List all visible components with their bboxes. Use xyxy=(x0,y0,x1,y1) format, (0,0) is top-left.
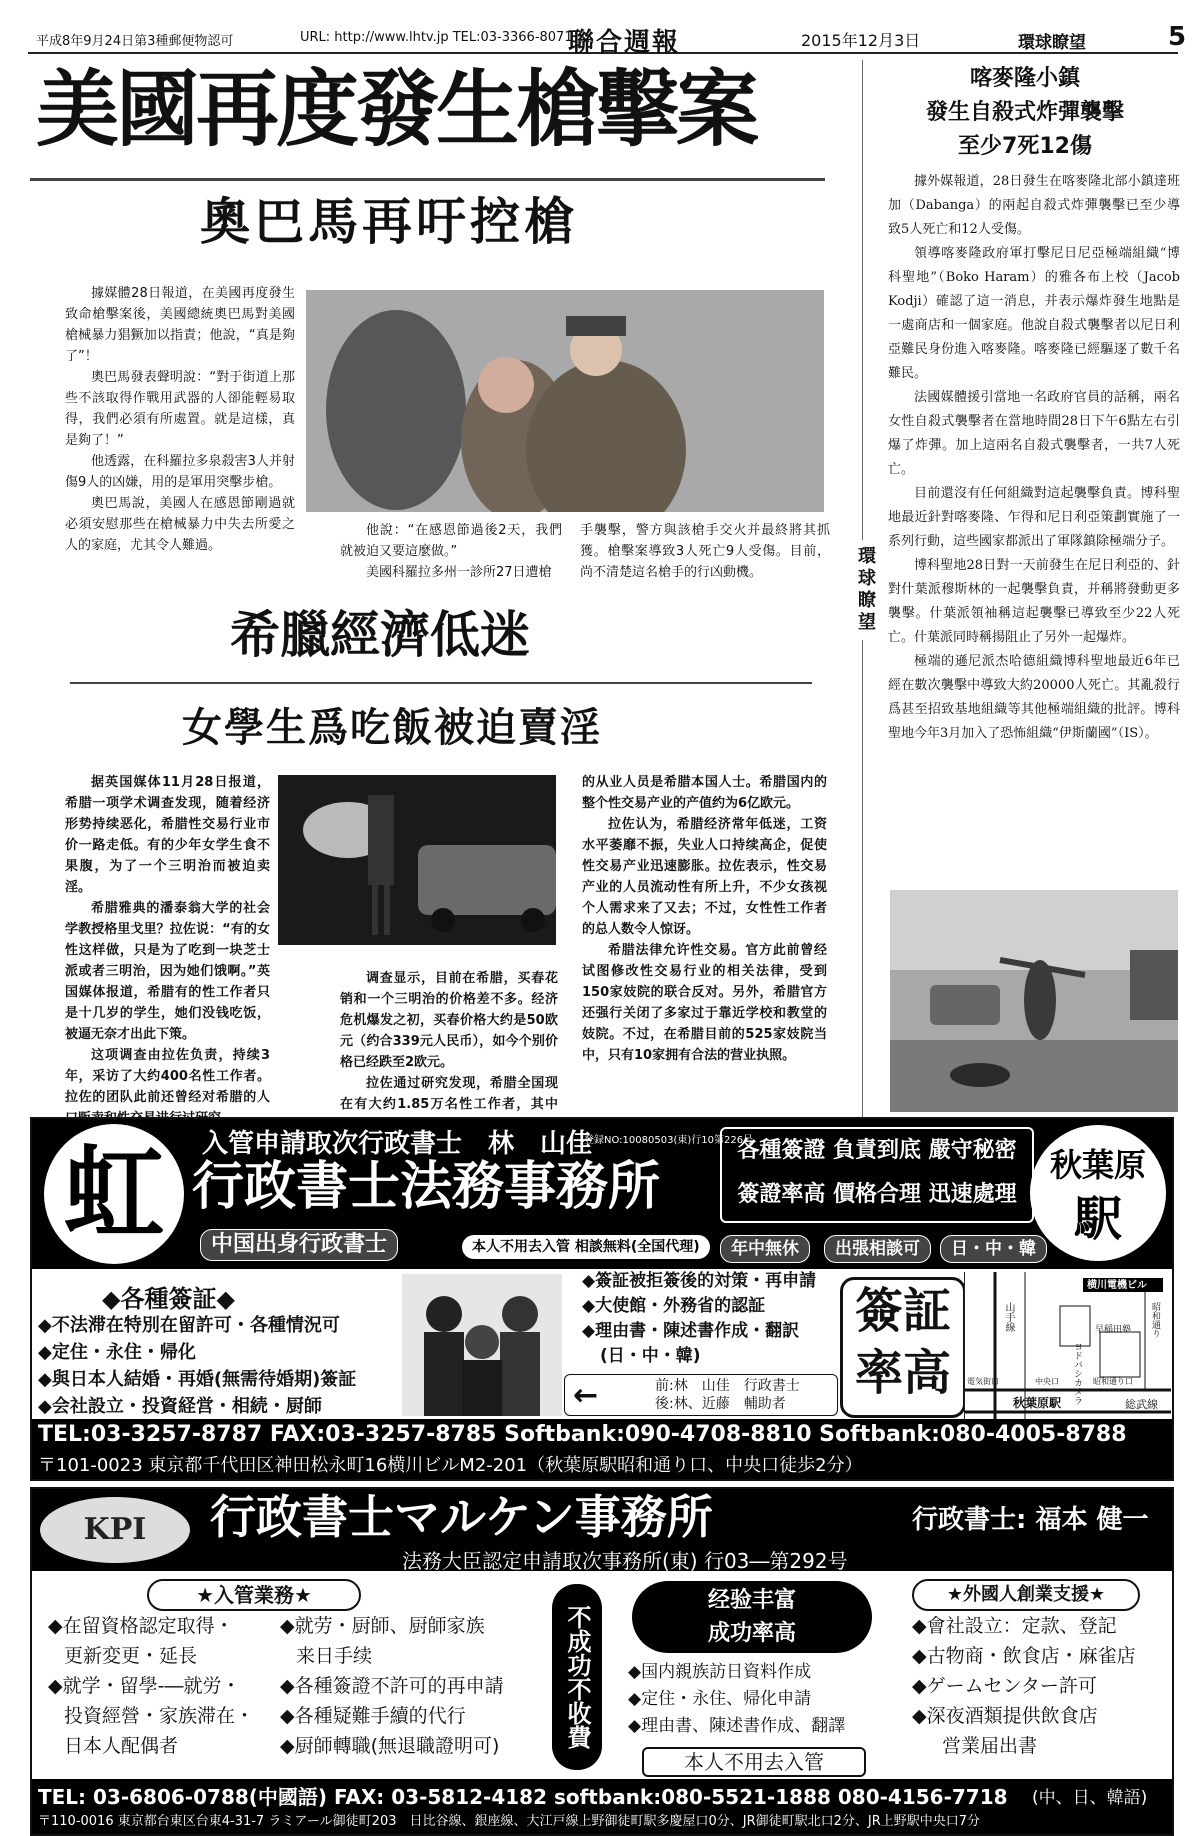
ad2-top-band xyxy=(32,1489,1172,1571)
sidebar-paragraph: 領導喀麥隆政府軍打擊尼日尼亞極端組織“博科聖地”（Boko Haram）的雅各布上校（Jacob Kodji）確認了這一消息，并表示爆炸發生地點是一處商店和一個家庭。他說自殺式襲擊者以尼日利亞難民身份進入喀麥隆。喀麥隆已經驅逐了數千名難民。 xyxy=(888,246,1180,381)
page-header xyxy=(28,22,1187,58)
sidebar-paragraph: 法國媒體援引當地一名政府官員的話稱，兩名女性自殺式襲擊者在當地時間28日下午6點左右引爆了炸彈。加上這兩名自殺式襲擊者，一共7人死亡。 xyxy=(888,390,1180,477)
photo-caption-right xyxy=(580,520,830,583)
map-label: 昭和通り xyxy=(1150,1302,1160,1338)
ad2-imm-item: ◆各種簽證不許可的再申請 xyxy=(280,1675,504,1697)
map-label: 山手線 xyxy=(1003,1302,1014,1332)
kpi-logo: KPI xyxy=(40,1497,190,1563)
ad1-slogan-box xyxy=(720,1127,1034,1223)
sidebar-title-line: 喀麥隆小鎮 xyxy=(969,66,1080,91)
ad1-no-visit: 本人不用去入管 相談無料(全国代理) xyxy=(462,1235,710,1259)
ad1-slogan: 簽證率高 價格合理 迅速處理 xyxy=(737,1182,1017,1207)
ad1-address: 〒101-0023 東京都千代田区神田松永町16横川ビルM2-201（秋葉原駅昭和通り口、中央口徒歩2分） xyxy=(38,1455,863,1476)
caption-text: 手襲擊，警方與該槍手交火并最終將其抓獲。槍擊案導致3人死亡9人受傷。目前，尚不清楚這名槍手的行凶動機。 xyxy=(580,523,830,580)
story1-body xyxy=(65,283,295,556)
ad1-service-list xyxy=(582,1269,832,1369)
sidebar-body xyxy=(888,170,1180,746)
ad1-service-item: ◆大使館・外務省的認証 xyxy=(582,1296,766,1316)
akihabara-map xyxy=(964,1272,1171,1419)
photo-caption-left xyxy=(340,520,562,583)
masthead: 聯合週報 xyxy=(568,28,681,58)
ad1-staff-line: 後:林、近藤 輔助者 xyxy=(655,1396,786,1412)
ad2-imm-item: 投資經營・家族滞在・ xyxy=(64,1705,255,1727)
story1-subhead: 奧巴馬再吁控槍 xyxy=(200,192,578,251)
story1-paragraph: 他透露，在科羅拉多泉殺害3人并射傷9人的凶嫌，用的是軍用突擊步槍。 xyxy=(65,454,295,490)
sidebar-paragraph: 目前還沒有任何組織對這起襲擊負責。博科聖地最近針對喀麥隆、乍得和尼日利亞策劃實施了一系列行動，這些國家都派出了軍隊鎮除極端分子。 xyxy=(888,486,1180,549)
sidebar-title-line: 至少7死12傷 xyxy=(958,134,1092,159)
story2-paragraph: 拉佐通过研究发现，希腊全国现在有大约1.85万名性工作者，其中 xyxy=(340,1076,558,1112)
story2-headline: 希臘經濟低迷 xyxy=(230,606,530,664)
story2-rule xyxy=(70,682,812,684)
ad2-address: 〒110-0016 東京都台東区台東4-31-7 ラミアール御徒町203 日比谷線、銀座線、大江戸線上野御徒町駅多慶屋口0分、JR御徒町駅北口2分、JR上野駅中央口7分 xyxy=(38,1814,981,1829)
map-label: 電気街口 xyxy=(967,1377,999,1386)
ad1-high-rate-box xyxy=(840,1277,966,1418)
sidebar-paragraph: 博科聖地28日對一天前發生在尼日利亞的、針對什葉派穆斯林的一起襲擊負責，并稱將發動更多襲擊。什葉派領袖稱這起襲擊已導致至少22人死亡。什葉派同時稱揚阻止了另外一起爆炸。 xyxy=(888,558,1180,645)
ad2-imm-col2 xyxy=(280,1611,550,1761)
staff-photo-illustration xyxy=(402,1274,562,1416)
sidebar-paragraph: 極端的遜尼派杰哈德組織博科聖地最近6年已經在數次襲擊中導致大約20000人死亡。其亂殺行爲甚至招致基地組織等其他極端組織的批評。博科聖地今年3月加入了恐怖組織“伊斯蘭國”（IS）。 xyxy=(888,654,1180,741)
header-contact: URL: http://www.lhtv.jp TEL:03-3366-8071 xyxy=(300,30,573,45)
ad2-imm-item: ◆就学・留學-―就労・ xyxy=(48,1675,241,1697)
section-name: 環球瞭望 xyxy=(1018,33,1086,53)
ad1-pill: 日・中・韓 xyxy=(940,1235,1047,1263)
ad1-high-rate: 率高 xyxy=(854,1345,951,1401)
ad1-high-rate: 簽証 xyxy=(854,1283,951,1339)
story2-col2 xyxy=(340,968,558,1136)
ad1-slogan: 各種簽證 負責到底 嚴守秘密 xyxy=(737,1138,1017,1163)
map-label: 早稲田塾 xyxy=(1095,1325,1132,1335)
ad2-foreign-item: ◆會社設立：定款、登記 xyxy=(912,1615,1117,1637)
bombing-scene-photo-illustration xyxy=(890,890,1178,1112)
ad2-foreign-item: 営業届出書 xyxy=(942,1735,1038,1757)
ad2-experience-badge xyxy=(632,1581,872,1653)
ad1-staff-box xyxy=(564,1374,838,1416)
story2-photo xyxy=(278,775,556,945)
ad1-service-item: ◆理由書・陳述書作成・翻訳 xyxy=(582,1321,800,1341)
main-headline: 美國再度發生槍擊案 xyxy=(36,61,756,158)
sidebar-title xyxy=(875,62,1175,164)
ad1-office-name: 行政書士法務事務所 xyxy=(192,1157,661,1217)
ad1-top-band xyxy=(32,1119,1172,1269)
ad2-foreign-title: ★外國人創業支援★ xyxy=(912,1579,1140,1611)
ad2-imm-item: ◆各種疑難手續的代行 xyxy=(280,1705,466,1727)
ad2-exp-item: ◆国内親族訪日資料作成 xyxy=(628,1662,812,1682)
map-label: 昭和通り口 xyxy=(1093,1377,1133,1386)
ad2-office-name: 行政書士マルケン事務所 xyxy=(210,1490,713,1544)
ad2-exp-item: ◆理由書、陳述書作成、翻譯 xyxy=(628,1716,846,1736)
ad-niji-office xyxy=(30,1117,1174,1481)
ad1-top-line: 入管申請取次行政書士 林 山佳 xyxy=(202,1129,593,1159)
ad2-imm-item: ◆厨師轉職(無退職證明可) xyxy=(280,1735,500,1757)
map-label: 中央口 xyxy=(1035,1377,1059,1386)
ad1-visa-item: ◆会社設立・投資経営・相続・厨師 xyxy=(38,1396,322,1417)
story2-subhead: 女學生爲吃飯被迫賣淫 xyxy=(182,704,602,751)
postal-registration: 平成8年9月24日第3種郵便物認可 xyxy=(36,34,234,49)
akiba-station-badge xyxy=(1030,1125,1166,1261)
ad2-experience-line: 经验丰富 xyxy=(707,1588,796,1613)
ad2-exp-item: ◆定住・永住、帰化申請 xyxy=(628,1689,812,1709)
akiba-line: 駅 xyxy=(1073,1191,1122,1247)
caption-text: 他說：“在感恩節過後2天，我們就被迫又要這麼做。” xyxy=(340,523,562,559)
ad1-service-item: ◆簽証被拒簽後的対策・再申請 xyxy=(582,1271,817,1291)
ad2-foreign-item: ◆深夜酒類提供飲食店 xyxy=(912,1705,1098,1727)
ad2-foreign-item: ◆古物商・飲食店・麻雀店 xyxy=(912,1645,1136,1667)
story2-paragraph: 这项调查由拉佐负责，持续3年，采访了大约400名性工作者。拉佐的团队此前还曾经对希腊的人 xyxy=(65,1048,270,1105)
arrow-left-icon: ← xyxy=(573,1378,599,1413)
story2-paragraph: 的从业人员是希腊本国人士。希腊国内的整个性交易产业的产值约为6亿欧元。 xyxy=(582,775,827,811)
ad2-imm-item: 来日手续 xyxy=(296,1645,373,1667)
map-label: 秋葉原駅 xyxy=(1013,1396,1062,1410)
story1-paragraph: 奧巴馬發表聲明說：“對于街道上那些不該取得作戰用武器的人卻能輕易取得，我們必須有所處置。就是這樣，真是夠了！” xyxy=(65,370,295,448)
ad1-staff-line: 前:林 山佳 行政書士 xyxy=(655,1378,800,1394)
niji-logo: 虹 xyxy=(44,1124,184,1264)
akiba-line: 秋葉原 xyxy=(1049,1146,1146,1184)
map-label: 総武線 xyxy=(1125,1398,1158,1411)
page-number: 5 xyxy=(1168,22,1187,52)
story1-paragraph: 奧巴馬說，美國人在感恩節剛過就必須安慰那些在槍械暴力中失去所愛之人的家庭，尤其令人難過。 xyxy=(65,496,295,553)
section-vertical-label: 環球瞭望 xyxy=(850,540,880,640)
ad1-visa-item: ◆定住・永住・帰化 xyxy=(38,1342,196,1363)
ad2-imm-item: ◆就劳・厨師、厨師家族 xyxy=(280,1615,485,1637)
ad2-contact: TEL: 03-6806-0788(中國語) FAX: 03-5812-4182 softbank:080-5521-1888 080-4156-7718 xyxy=(38,1785,1008,1809)
ad2-person: 行政書士: 福本 健一 xyxy=(912,1505,1149,1535)
ad2-immigration-title: ★入管業務★ xyxy=(147,1579,361,1611)
ad1-contact-band xyxy=(32,1419,1172,1479)
ad1-pill: 年中無休 xyxy=(720,1235,810,1263)
story1-paragraph: 據媒體28日報道，在美國再度發生致命槍擊案後，美國總統奧巴馬對美國槍械暴力猖獗加以指責；他說，“真是夠了”！ xyxy=(65,286,295,364)
story2-paragraph: 调查显示，目前在希腊，买春花销和一个三明治的价格差不多。经济危机爆发之初，买春价格大约是50欧元（约合339元人民币），如今个别价格已经跌至2欧元。 xyxy=(340,971,558,1070)
headline-rule xyxy=(30,178,825,181)
ad2-foreign-list xyxy=(912,1611,1172,1761)
ad2-imm-item: ◆在留資格認定取得・ xyxy=(48,1615,234,1637)
staff-photo xyxy=(402,1274,562,1416)
ad2-imm-col1 xyxy=(48,1611,273,1761)
map-label: 横川電機ビル xyxy=(1087,1280,1147,1291)
story2-paragraph: 拉佐认为，希腊经济常年低迷，工资水平萎靡不振，失业人口持续高企，促使性交易产业迅速膨胀。拉佐表示，性交易产业的人员流动性有所上升，不少女孩视个人需求来了又去；不过，女性性工作者的总人数令人惊讶。 xyxy=(582,817,827,937)
ad1-visa-item: ◆不法滞在特別在留許可・各種情況可 xyxy=(38,1315,340,1336)
ad2-imm-item: 日本人配偶者 xyxy=(64,1735,179,1757)
ad2-experience-line: 成功率高 xyxy=(707,1621,796,1646)
ad1-pill: 出張相談可 xyxy=(824,1235,931,1263)
ad2-imm-item: 更新変更・延長 xyxy=(64,1645,198,1667)
ad1-visa-item: ◆與日本人結婚・再婚(無需待婚期)簽証 xyxy=(38,1369,357,1390)
ad2-contact-languages: (中、日、韓語) xyxy=(1032,1788,1148,1808)
story2-paragraph: 希腊雅典的潘泰翁大学的社会学教授格里戈里？拉佐说：“有的女性这样做，只是为了吃到一块芝士派或者三明治，因为她们饿啊。”英国媒体报道，希腊有的性工作者只是十几岁的学生，她们没钱吃饭，被逼无奈才出此下策。 xyxy=(65,901,270,1042)
night-street-photo-illustration xyxy=(278,775,556,945)
caption-text: 美國科羅拉多州一診所27日遭槍 xyxy=(366,565,552,580)
ad1-registration: 登録NO:10080503(東)行10第226号 xyxy=(584,1135,754,1146)
issue-date: 2015年12月3日 xyxy=(801,31,921,50)
sidebar-title-line: 發生自殺式炸彈襲擊 xyxy=(925,100,1124,125)
story2-paragraph: 据英国媒体11月28日报道，希腊一项学术调查发现，随着经济形势持续恶化，希腊性交易行业市价一路走低。有的少年女学生食不果腹，为了一个三明治而被迫卖淫。 xyxy=(65,775,270,895)
story1-photo xyxy=(306,290,824,512)
ad1-tagline: 中国出身行政書士 xyxy=(200,1229,398,1261)
sidebar-paragraph: 據外媒報道，28日發生在喀麥隆北部小鎮達班加（Dabanga）的兩起自殺式炸彈襲擊已至少導致5人死亡和12人受傷。 xyxy=(888,174,1180,237)
ad2-certification: 法務大臣認定申請取次事務所(東) 行03―第292号 xyxy=(402,1549,848,1573)
ad2-no-visit: 本人不用去入管 xyxy=(642,1747,866,1777)
firefighter-photo-illustration xyxy=(306,290,824,512)
ad1-contact: TEL:03-3257-8787 FAX:03-3257-8785 Softbank:090-4708-8810 Softbank:080-4005-8788 xyxy=(38,1422,1127,1447)
ad2-exp-list xyxy=(628,1659,908,1740)
ad1-visa-list xyxy=(38,1312,398,1420)
ad2-foreign-item: ◆ゲームセンター許可 xyxy=(912,1675,1097,1697)
story2-col3 xyxy=(582,772,827,1066)
ad1-visa-title: ◆各種簽証◆ xyxy=(102,1285,235,1313)
story2-paragraph: 希腊法律允许性交易。官方此前曾经试图修改性交易行业的相关法律，受到150家妓院的联合反对。另外，希腊官方还强行关闭了多家过于靠近学校和教堂的妓院。不过，在希腊目前的525家妓院当中，只有10家拥有合法的营业执照。 xyxy=(582,943,827,1063)
ad2-no-success-fee: 不成功不收費 xyxy=(552,1584,602,1770)
ad2-contact-band xyxy=(32,1779,1172,1834)
ad1-service-item: (日・中・韓) xyxy=(600,1346,701,1366)
map-label: ヨドバシカメラ xyxy=(1072,1342,1082,1405)
sidebar-photo xyxy=(890,890,1178,1112)
ad-maruken-office xyxy=(30,1487,1174,1836)
story2-col1 xyxy=(65,772,270,1129)
